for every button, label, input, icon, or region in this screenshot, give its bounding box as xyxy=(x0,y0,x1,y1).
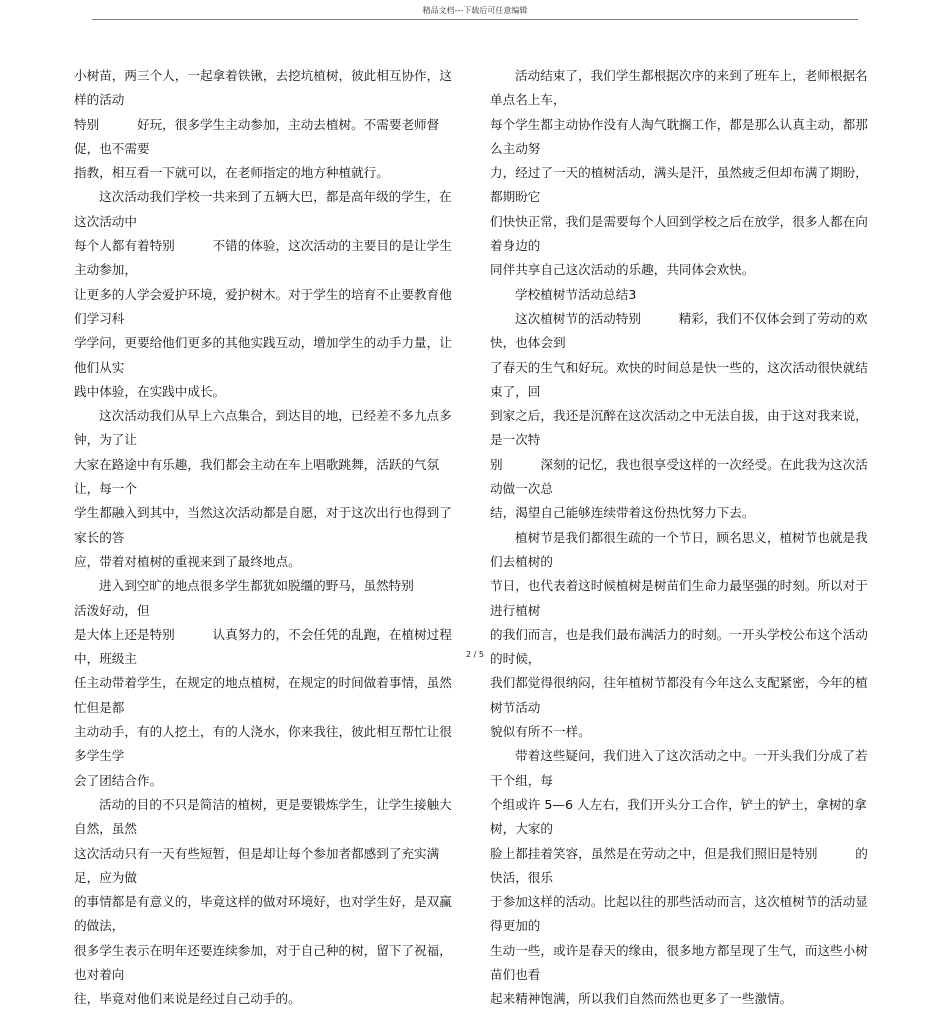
text-line: 的我们而言，也是我们最布满活力的时刻。一开头学校公布这个活动的时候， xyxy=(490,626,868,667)
text-line: 貌似有所不一样。 xyxy=(490,724,591,740)
page-number: 2 / 5 xyxy=(466,650,484,659)
text-line: 节日，也代表着这时候植树是树苗们生命力最坚强的时刻。所以对于进行植树 xyxy=(490,578,868,618)
body-paragraph xyxy=(490,526,870,745)
text-line: 个组或许 5—6 人左右，我们开头分工合作，铲土的铲土，拿树的拿树，大家的 xyxy=(490,796,867,837)
right-column xyxy=(490,64,870,1012)
text-line: 们快快正常，我们是需要每个人回到学校之后在放学，很多人都在向着身边的 xyxy=(490,213,868,254)
text-line: 植树节是我们都很生疏的一个节日，顾名思义，植树节也就是我们去植树的 xyxy=(490,529,868,569)
text-line: 力，经过了一天的植树活动，满头是汗，虽然疲乏但却布满了期盼，都期盼它 xyxy=(490,165,868,205)
text-line: 践中体验，在实践中成长。 xyxy=(74,383,226,399)
text-line: 结，渴望自己能够连续带着这份热忱努力下去。 xyxy=(490,505,755,521)
text-line: 于参加这样的活动。比起以往的那些活动而言，这次植树节的活动显得更加的 xyxy=(490,894,868,934)
text-line: 主动动手，有的人挖土，有的人浇水，你来我往，彼此相互帮忙让很多学生学 xyxy=(74,724,452,764)
body-paragraph xyxy=(490,64,870,283)
text-line: 大家在路途中有乐趣，我们都会主动在车上唱歌跳舞，活跃的气氛让，每一个 xyxy=(74,456,440,497)
text-line: 同伴共享自己这次活动的乐趣，共同体会欢快。 xyxy=(490,262,755,278)
text-line: 到家之后，我还是沉醉在这次活动之中无法自拔，由于这对我来说，是一次特 xyxy=(490,408,868,448)
text-line: 活动的目的不只是简洁的植树，更是要锻炼学生，让学生接触大自然，虽然 xyxy=(74,796,452,837)
text-line: 我们都觉得很纳闷，往年植树节都没有今年这么支配紧密，今年的植树节活动 xyxy=(490,675,868,715)
text-line: 很多学生表示在明年还要连续参加，对于自己种的树，留下了祝福，也对着向 xyxy=(74,942,452,982)
section-title: 学校植树节活动总结3 xyxy=(515,286,637,302)
text-line: 这次活动我们从早上六点集合，到达目的地，已经差不多九点多钟，为了让 xyxy=(74,408,452,448)
body-paragraph xyxy=(74,404,454,574)
body-paragraph xyxy=(74,793,454,1012)
body-paragraph xyxy=(74,64,454,185)
text-line: 学学问，更要给他们更多的其他实践互动，增加学生的动手力量，让他们从实 xyxy=(74,335,452,375)
text-line: 这次活动只有一天有些短暂，但是却让每个参加者都感到了充实满足，应为做 xyxy=(74,845,440,885)
text-line: 进入到空旷的地点很多学生都犹如脱缰的野马，虽然特别 活泼好动，但 xyxy=(74,578,452,618)
body-paragraph xyxy=(490,744,870,1011)
text-line: 起来精神饱满，所以我们自然而然也更多了一些激情。 xyxy=(490,991,793,1007)
text-line: 脸上都挂着笑容，虽然是在劳动之中，但是我们照旧是特别 的快活，很乐 xyxy=(490,845,868,885)
header-divider xyxy=(92,19,858,20)
text-line: 是大体上还是特别 认真努力的，不会任凭的乱跑，在植树过程中，班级主 xyxy=(74,626,452,667)
page-header: 精品文档---下载后可任意编辑 xyxy=(422,6,528,15)
text-line: 带着这些疑问，我们进入了这次活动之中。一开头我们分成了若干个组，每 xyxy=(490,748,868,788)
left-column xyxy=(74,64,454,1012)
text-line: 了春天的生气和好玩。欢快的时间总是快一些的，这次活动很快就结束了，回 xyxy=(490,359,868,399)
text-line: 让更多的人学会爱护环境，爱护树木。对于学生的培育不止要教育他们学习科 xyxy=(74,286,452,326)
text-line: 每个学生都主动协作没有人淘气耽搁工作，都是那么认真主动，都那么主动努 xyxy=(490,116,868,156)
body-paragraph xyxy=(74,185,454,404)
text-line: 往，毕竟对他们来说是经过自己动手的。 xyxy=(74,991,301,1007)
text-line: 小树苗，两三个人，一起拿着铁锹，去挖坑植树，彼此相互协作，这样的活动 xyxy=(74,68,452,108)
text-line: 任主动带着学生，在规定的地点植树，在规定的时间做着事情，虽然忙但是都 xyxy=(74,675,452,715)
text-line: 每个人都有着特别 不错的体验，这次活动的主要目的是让学生主动参加， xyxy=(74,238,452,278)
text-line: 的事情都是有意义的，毕竟这样的做对环境好，也对学生好，是双赢的做法， xyxy=(74,894,452,934)
text-line: 这次植树节的活动特别 精彩，我们不仅体会到了劳动的欢快，也体会到 xyxy=(490,310,868,351)
text-line: 特别 好玩，很多学生主动参加，主动去植树。不需要老师督促，也不需要 xyxy=(74,116,440,156)
body-paragraph xyxy=(490,307,870,526)
text-line: 别 深刻的记忆，我也很享受这样的一次经受。在此我为这次活动做一次总 xyxy=(490,456,868,497)
text-line: 指教，相互看一下就可以，在老师指定的地方种植就行。 xyxy=(74,165,389,181)
text-line: 学生都融入到其中，当然这次活动都是自愿，对于这次出行也得到了家长的答 xyxy=(74,505,452,545)
text-line: 这次活动我们学校一共来到了五辆大巴，都是高年级的学生，在这次活动中 xyxy=(74,189,452,229)
text-line: 生动一些，或许是春天的缘由，很多地方都呈现了生气，而这些小树苗们也看 xyxy=(490,942,868,982)
text-line: 活动结束了，我们学生都根据次序的来到了班车上，老师根据名单点名上车， xyxy=(490,68,868,108)
text-line: 应，带着对植树的重视来到了最终地点。 xyxy=(74,553,301,569)
body-paragraph xyxy=(74,574,454,793)
text-line: 会了团结合作。 xyxy=(74,772,163,788)
